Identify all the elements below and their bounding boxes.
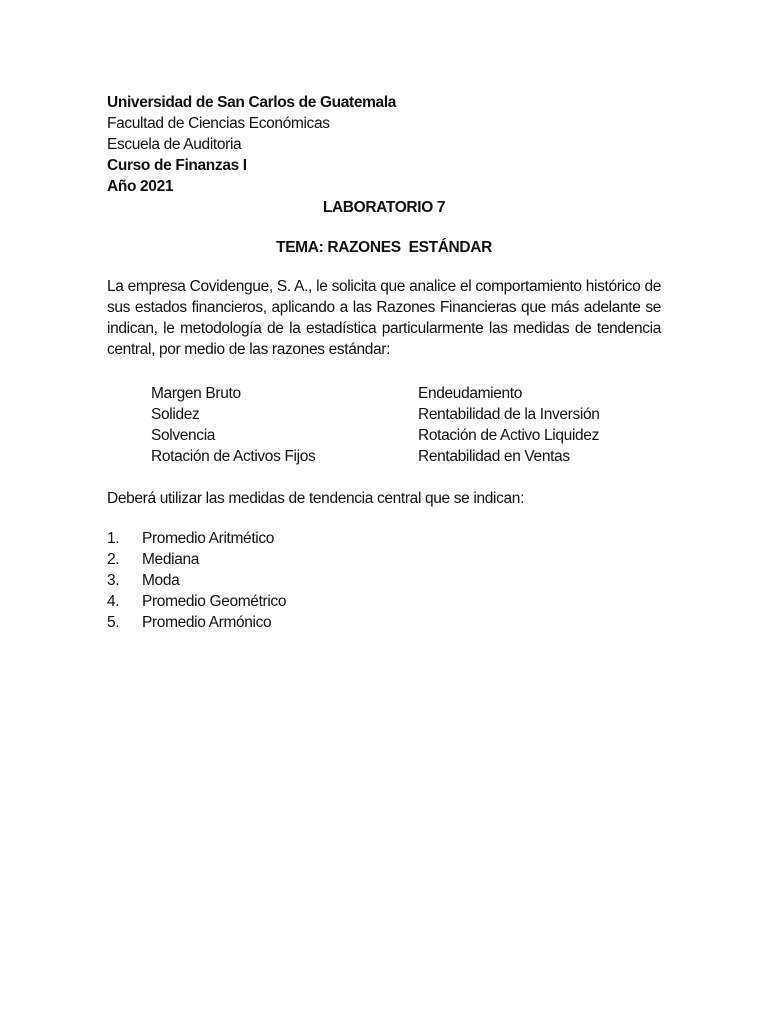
- ratios-left-column: [151, 383, 315, 467]
- ratio-item: Solvencia: [151, 427, 216, 444]
- list-number: 4.: [107, 593, 120, 610]
- ratio-item: Rotación de Activos Fijos: [151, 448, 316, 465]
- ratio-item: Margen Bruto: [151, 385, 241, 402]
- list-label: Promedio Armónico: [142, 614, 272, 631]
- school-name: Escuela de Auditoria: [107, 136, 242, 153]
- list-number: 5.: [107, 614, 120, 631]
- university-name: Universidad de San Carlos de Guatemala: [107, 94, 397, 111]
- ratio-item: Rotación de Activo Liquidez: [418, 427, 599, 444]
- list-number: 2.: [107, 551, 120, 568]
- ratio-item: Endeudamiento: [418, 385, 523, 402]
- ratio-item: Solidez: [151, 406, 200, 423]
- list-number: 1.: [107, 530, 120, 547]
- topic-title: TEMA: RAZONES ESTÁNDAR: [276, 239, 492, 256]
- list-label: Moda: [142, 572, 180, 589]
- list-label: Mediana: [142, 551, 200, 568]
- ratios-right-column: [418, 383, 600, 467]
- course-year: Año 2021: [107, 178, 174, 195]
- list-number: 3.: [107, 572, 120, 589]
- measures-intro: Deberá utilizar las medidas de tendencia central que se indican:: [107, 490, 525, 507]
- lab-title: LABORATORIO 7: [322, 199, 446, 216]
- course-name: Curso de Finanzas I: [107, 157, 247, 174]
- instructions-paragraph: La empresa Covidengue, S. A., le solicita que analice el comportamiento histórico de sus estados financieros, aplicando a las Razones Financieras que más adelante se indican, le metodología de la estadística particularmente las medidas de tendencia central, por medio de las razones estándar:: [107, 278, 661, 358]
- faculty-name: Facultad de Ciencias Económicas: [107, 115, 330, 132]
- list-label: Promedio Geométrico: [142, 593, 287, 610]
- ratio-item: Rentabilidad en Ventas: [418, 448, 570, 465]
- list-label: Promedio Aritmético: [142, 530, 275, 547]
- ratio-item: Rentabilidad de la Inversión: [418, 406, 600, 423]
